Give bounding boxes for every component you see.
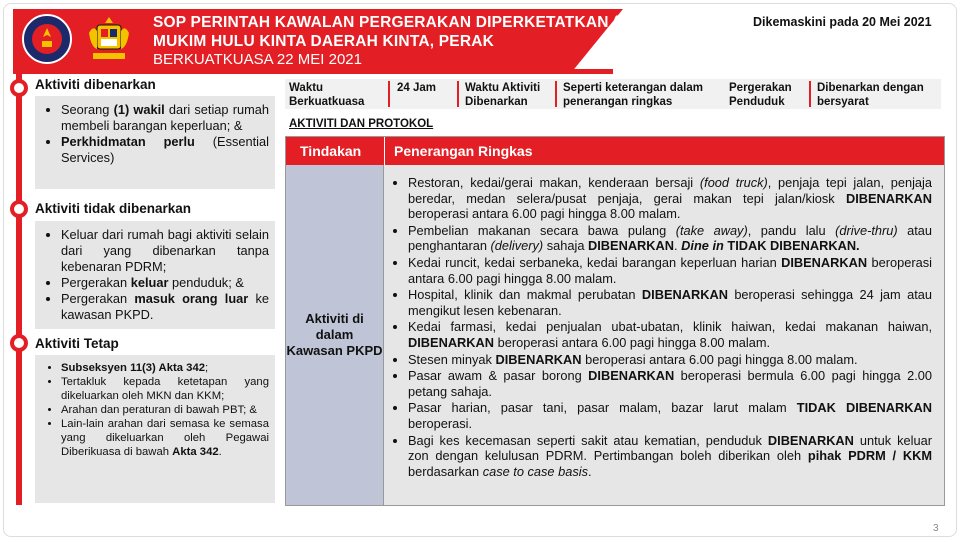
list-item: • Arahan dan peraturan di bawah PBT; & <box>61 403 269 417</box>
list-item: • Pergerakan masuk orang luar ke kawasan PKPD. <box>61 291 269 323</box>
activities-table <box>285 136 945 506</box>
title-line-1: SOP PERINTAH KAWALAN PERGERAKAN DIPERKETATKAN (PKPD) <box>153 14 668 31</box>
section-title: AKTIVITI DAN PROTOKOL <box>289 118 434 130</box>
info-value-movement: Dibenarkan dengan bersyarat <box>817 82 924 108</box>
divider <box>457 81 459 107</box>
list-item: • Subseksyen 11(3) Akta 342; <box>61 361 269 375</box>
allowed-box <box>35 96 275 189</box>
table-bullet: • Pembelian makanan secara bawa pulang (take away), pandu lalu (drive-thru) atau penghantaran (delivery) sahaja DIBENARKAN. Dine in TIDAK DIBENARKAN. <box>408 223 932 254</box>
table-bullet: • Bagi kes kecemasan seperti sakit atau kematian, penduduk DIBENARKAN untuk keluar zon dengan kelulusan PDRM. Pertimbangan boleh diberikan oleh pihak PDRM / KKM berdasarkan case to case basis. <box>408 433 932 480</box>
list-item: • Keluar dari rumah bagi aktiviti selain dari yang dibenarkan tanpa kebenaran PDRM; <box>61 227 269 275</box>
info-label-activity-time: Waktu Aktiviti Dibenarkan <box>465 82 541 108</box>
divider <box>388 81 390 107</box>
table-bullet: • Stesen minyak DIBENARKAN beroperasi antara 6.00 pagi hingga 8.00 malam. <box>408 352 932 368</box>
not-allowed-box <box>35 221 275 329</box>
allowed-heading: Aktiviti dibenarkan <box>35 77 156 92</box>
fixed-box <box>35 355 275 503</box>
updated-date: Dikemaskini pada 20 Mei 2021 <box>753 15 932 29</box>
page-number: 3 <box>933 523 939 534</box>
effective-date: BERKUATKUASA 22 MEI 2021 <box>153 51 362 68</box>
list-item: • Pergerakan keluar penduduk; & <box>61 275 269 291</box>
timeline-rail <box>16 73 22 505</box>
column-header-action: Tindakan <box>300 143 362 159</box>
description-cell <box>384 165 944 505</box>
header-underline <box>13 69 613 74</box>
table-bullet: • Kedai farmasi, kedai penjualan ubat-ubatan, klinik haiwan, kedai makanan haiwan, DIBENARKAN beroperasi antara 6.00 pagi hingga 8.00 malam. <box>408 319 932 350</box>
timeline-node <box>10 79 28 97</box>
table-bullet: • Pasar harian, pasar tani, pasar malam, bazar larut malam TIDAK DIBENARKAN beroperasi. <box>408 400 932 431</box>
slide <box>3 3 957 537</box>
table-bullet: • Pasar awam & pasar borong DIBENARKAN beroperasi bermula 6.00 pagi hingga 2.00 petang sahaja. <box>408 368 932 399</box>
list-item: • Perkhidmatan perlu (Essential Services) <box>61 134 269 166</box>
not-allowed-heading: Aktiviti tidak dibenarkan <box>35 201 192 216</box>
row-label: Aktiviti di dalam Kawasan PKPD <box>286 165 384 505</box>
info-label-effective: Waktu Berkuatkuasa <box>289 82 365 108</box>
info-value-activity-time: Seperti keterangan dalam penerangan ringkas <box>563 82 703 108</box>
column-header-description: Penerangan Ringkas <box>394 143 533 159</box>
table-header <box>286 137 944 165</box>
list-item: • Tertakluk kepada ketetapan yang dikeluarkan oleh MKN dan KKM; <box>61 375 269 403</box>
table-bullet: • Restoran, kedai/gerai makan, kenderaan bersaji (food truck), penjaja tepi jalan, penjaja beredar, medan selera/pusat penjaja, gerai makan tepi jalan/kiosk DIBENARKAN beroperasi antara 6.00 pagi hingga 8.00 malam. <box>408 175 932 222</box>
coat-of-arms-icon <box>83 13 135 65</box>
title-line-2: MUKIM HULU KINTA DAERAH KINTA, PERAK <box>153 33 495 50</box>
table-bullet: • Hospital, klinik dan makmal perubatan DIBENARKAN beroperasi sehingga 24 jam atau mengikut lesen kebenaran. <box>408 287 932 318</box>
divider <box>809 81 811 107</box>
list-item: • Seorang (1) wakil dari setiap rumah membeli barangan keperluan; & <box>61 102 269 134</box>
fixed-heading: Aktiviti Tetap <box>35 336 119 351</box>
divider <box>384 137 385 165</box>
info-label-movement: Pergerakan Penduduk <box>729 82 792 108</box>
divider <box>555 81 557 107</box>
timeline-node <box>10 200 28 218</box>
timeline-node <box>10 334 28 352</box>
page-title <box>153 13 668 51</box>
info-bar <box>285 79 941 109</box>
police-logo-icon <box>21 13 73 65</box>
info-value-hours: 24 Jam <box>397 82 437 94</box>
table-bullet: • Kedai runcit, kedai serbaneka, kedai barangan keperluan harian DIBENARKAN beroperasi antara 6.00 pagi hingga 8.00 malam. <box>408 255 932 286</box>
description-list <box>392 175 932 479</box>
list-item: • Lain-lain arahan dari semasa ke semasa yang dikeluarkan oleh Pegawai Diberikuasa di bawah Akta 342. <box>61 417 269 459</box>
